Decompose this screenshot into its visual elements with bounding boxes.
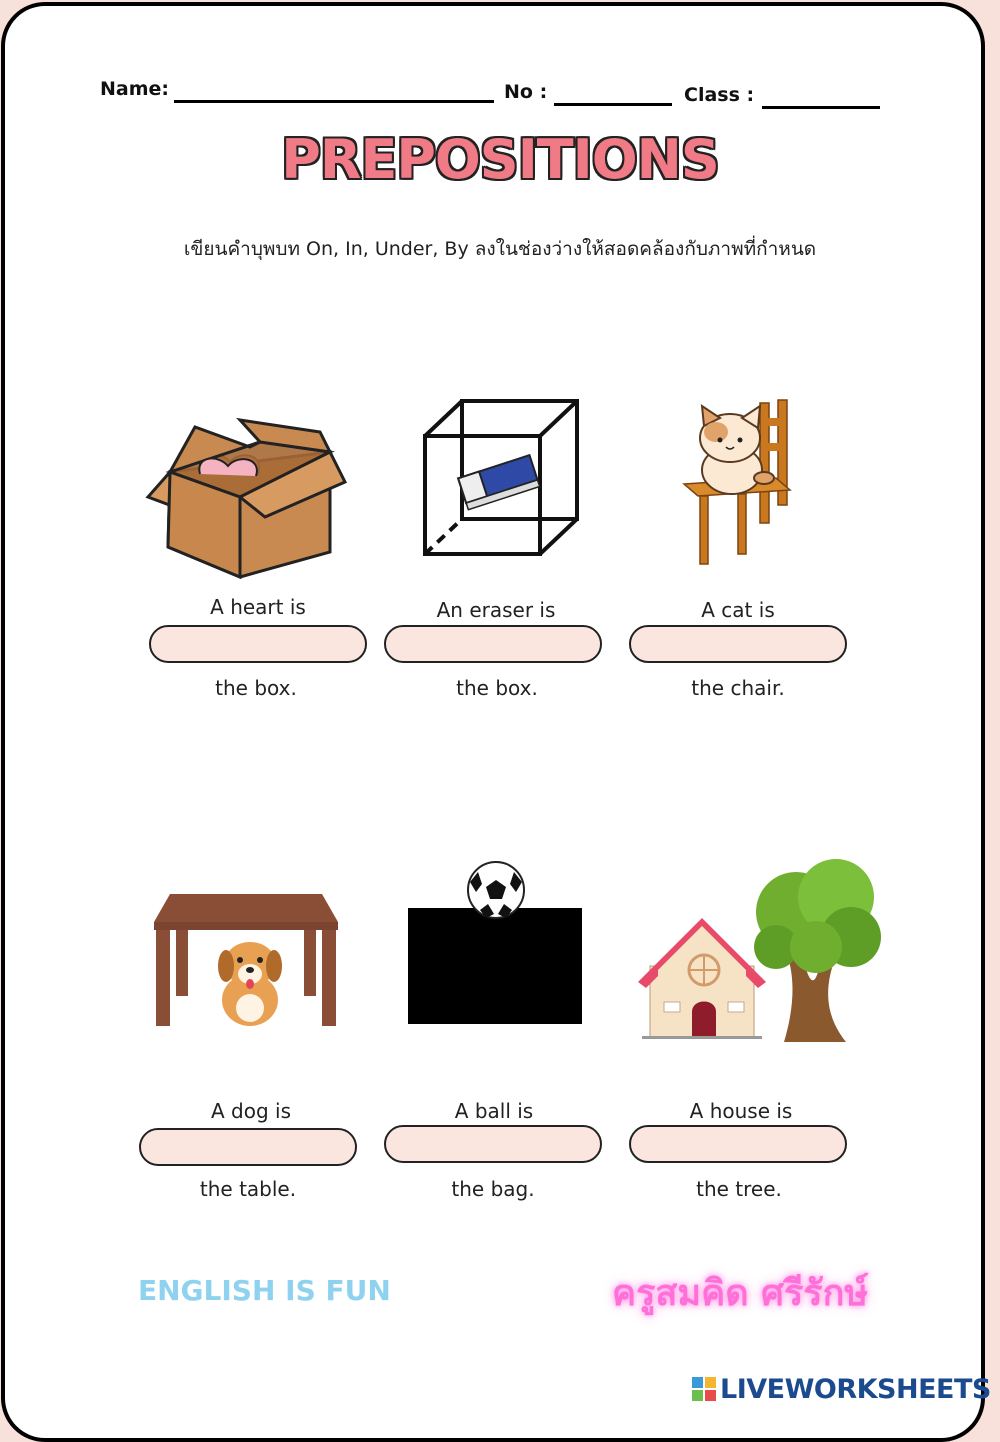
eraser-in-cube-image	[420, 396, 585, 561]
item-1-after-text: the box.	[215, 676, 297, 700]
liveworksheets-brand: LIVEWORKSHEETS	[720, 1373, 991, 1405]
item-3-before-text: A cat is	[701, 598, 775, 622]
item-3-after-text: the chair.	[691, 676, 785, 700]
item-2-before-text: An eraser is	[436, 598, 556, 622]
number-line	[554, 103, 672, 106]
slogan-text: ENGLISH IS FUN	[138, 1274, 391, 1307]
liveworksheets-icon	[692, 1377, 716, 1401]
item-5-answer-field[interactable]	[384, 1125, 602, 1163]
item-5-after-text: the bag.	[451, 1177, 535, 1201]
worksheet-sheet	[1, 2, 985, 1442]
instruction-text: เขียนคำบุพบท On, In, Under, By ลงในช่องว่างให้สอดคล้องกับภาพที่กำหนด	[183, 238, 817, 260]
class-label: Class :	[684, 84, 755, 106]
item-2-after-text: the box.	[456, 676, 538, 700]
teacher-name: ครูสมคิด ศรีรักษ์	[612, 1273, 869, 1314]
item-1-before-text: A heart is	[210, 595, 306, 619]
heart-in-box-image	[140, 412, 350, 582]
item-4-answer-field[interactable]	[139, 1128, 357, 1166]
item-6-before-text: A house is	[689, 1099, 793, 1123]
item-4-before-text: A dog is	[211, 1099, 291, 1123]
item-4-after-text: the table.	[199, 1177, 297, 1201]
page-title: PREPOSITIONS	[281, 128, 719, 191]
class-line	[762, 106, 880, 109]
ball-on-bag-image	[406, 860, 584, 1028]
item-1-answer-field[interactable]	[149, 625, 367, 663]
item-6-answer-field[interactable]	[629, 1125, 847, 1163]
dog-under-table-image	[152, 892, 340, 1028]
item-6-after-text: the tree.	[696, 1177, 782, 1201]
name-label: Name:	[100, 78, 170, 100]
house-by-tree-image	[636, 852, 884, 1046]
name-line	[174, 100, 494, 103]
number-label: No :	[504, 81, 548, 103]
item-3-answer-field[interactable]	[629, 625, 847, 663]
cat-on-chair-image	[680, 398, 800, 570]
item-2-answer-field[interactable]	[384, 625, 602, 663]
liveworksheets-logo[interactable]	[692, 1372, 991, 1406]
item-5-before-text: A ball is	[454, 1099, 534, 1123]
